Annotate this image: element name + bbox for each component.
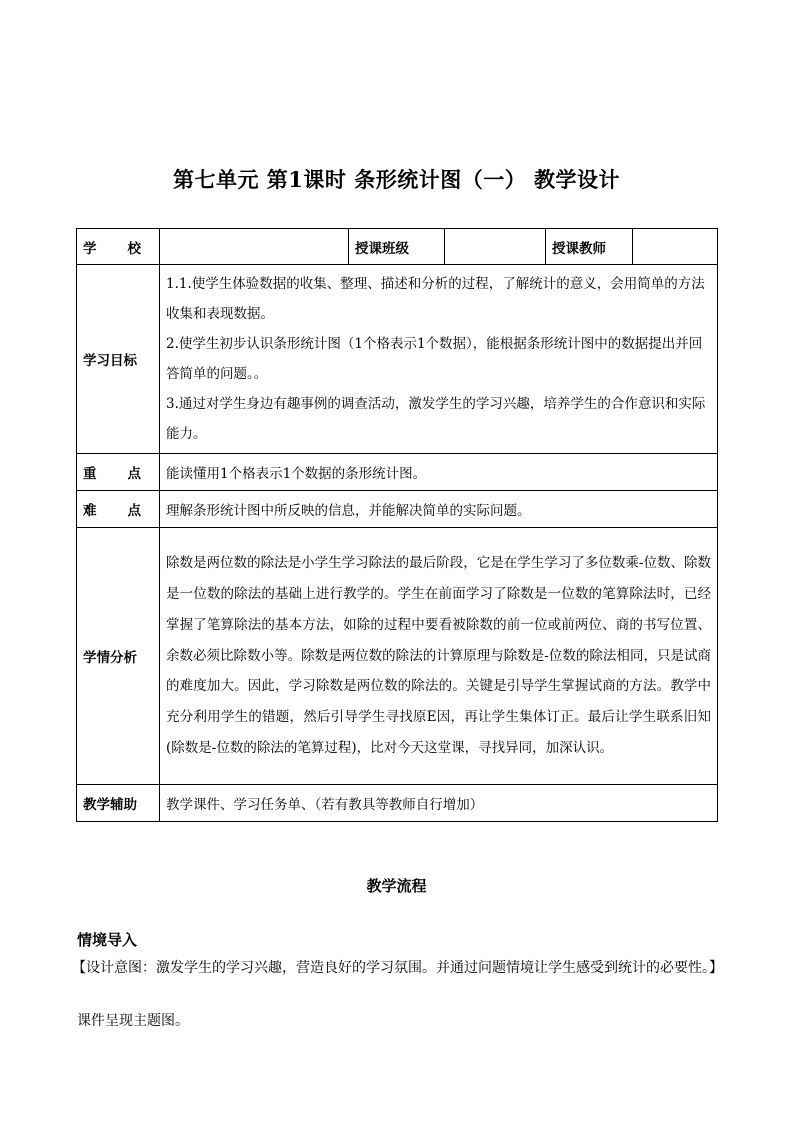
key-point-label: 重 点 <box>77 454 160 491</box>
objectives-row <box>77 265 718 454</box>
page-title: 第七单元 第1课时 条形统计图（一） 教学设计 <box>172 167 621 192</box>
difficulty-row <box>77 491 718 528</box>
key-point-content: 能读懂用1个格表示1个数据的条形统计图。 <box>160 454 718 491</box>
school-label: 学 校 <box>77 229 160 265</box>
analysis-row <box>77 528 718 785</box>
objective-item: 3.通过对学生身边有趣事例的调查活动，激发学生的学习兴趣，培养学生的合作意识和实际能力。 <box>166 396 706 442</box>
objective-item: 2.使学生初步认识条形统计图（1个格表示1个数据），能根据条形统计图中的数据提出并回答简单的问题。。 <box>166 336 703 382</box>
header-row <box>77 229 718 265</box>
key-point-row <box>77 454 718 491</box>
class-label: 授课班级 <box>349 229 445 265</box>
school-value-cell <box>160 229 349 265</box>
section-title: 情境导入 <box>77 931 138 949</box>
objectives-label: 学习目标 <box>77 265 160 454</box>
teacher-value-cell <box>633 229 718 265</box>
design-intent: 【设计意图：激发学生的学习兴趣，营造良好的学习氛围。并通过问题情境让学生感受到统计的必要性。】 <box>72 960 723 976</box>
objective-item: 1.1.使学生体验数据的收集、整理、描述和分析的过程，了解统计的意义，会用简单的方法收集和表现数据。 <box>166 276 705 322</box>
lesson-info-table <box>76 228 718 822</box>
aids-row <box>77 785 718 822</box>
difficulty-label: 难 点 <box>77 491 160 528</box>
analysis-content: 除数是两位数的除法是小学生学习除法的最后阶段，它是在学生学习了多位数乘-位数、除数是一位数的除法的基础上进行教学的。学生在前面学习了除数是一位数的笔算除法时，已经掌握了笔算除法的基本方法，如除的过程中要看被除数的前一位或前两位、商的书写位置、余数必须比除数小等。除数是两位数的除法的计算原理与除数是-位数的除法相同，只是试商的难度加大。因此，学习除数是两位数的除法的。关键是引导学生掌握试商的方法。教学中充分利用学生的错题，然后引导学生寻找原E因，再让学生集体订正。最后让学生联系旧知(除数是-位数的除法的笔算过程)，比对今天这堂课，寻找异同，加深认识。 <box>160 528 718 785</box>
objectives-content <box>160 265 718 454</box>
class-value-cell <box>445 229 546 265</box>
flow-title: 教学流程 <box>366 877 427 895</box>
aids-content: 教学课件、学习任务单、（若有教具等教师自行增加） <box>160 785 718 822</box>
analysis-label: 学情分析 <box>77 528 160 785</box>
difficulty-content: 理解条形统计图中所反映的信息，并能解决简单的实际问题。 <box>160 491 718 528</box>
teacher-label: 授课教师 <box>546 229 633 265</box>
aids-label: 教学辅助 <box>77 785 160 822</box>
presentation-text: 课件呈现主题图。 <box>77 1013 189 1029</box>
